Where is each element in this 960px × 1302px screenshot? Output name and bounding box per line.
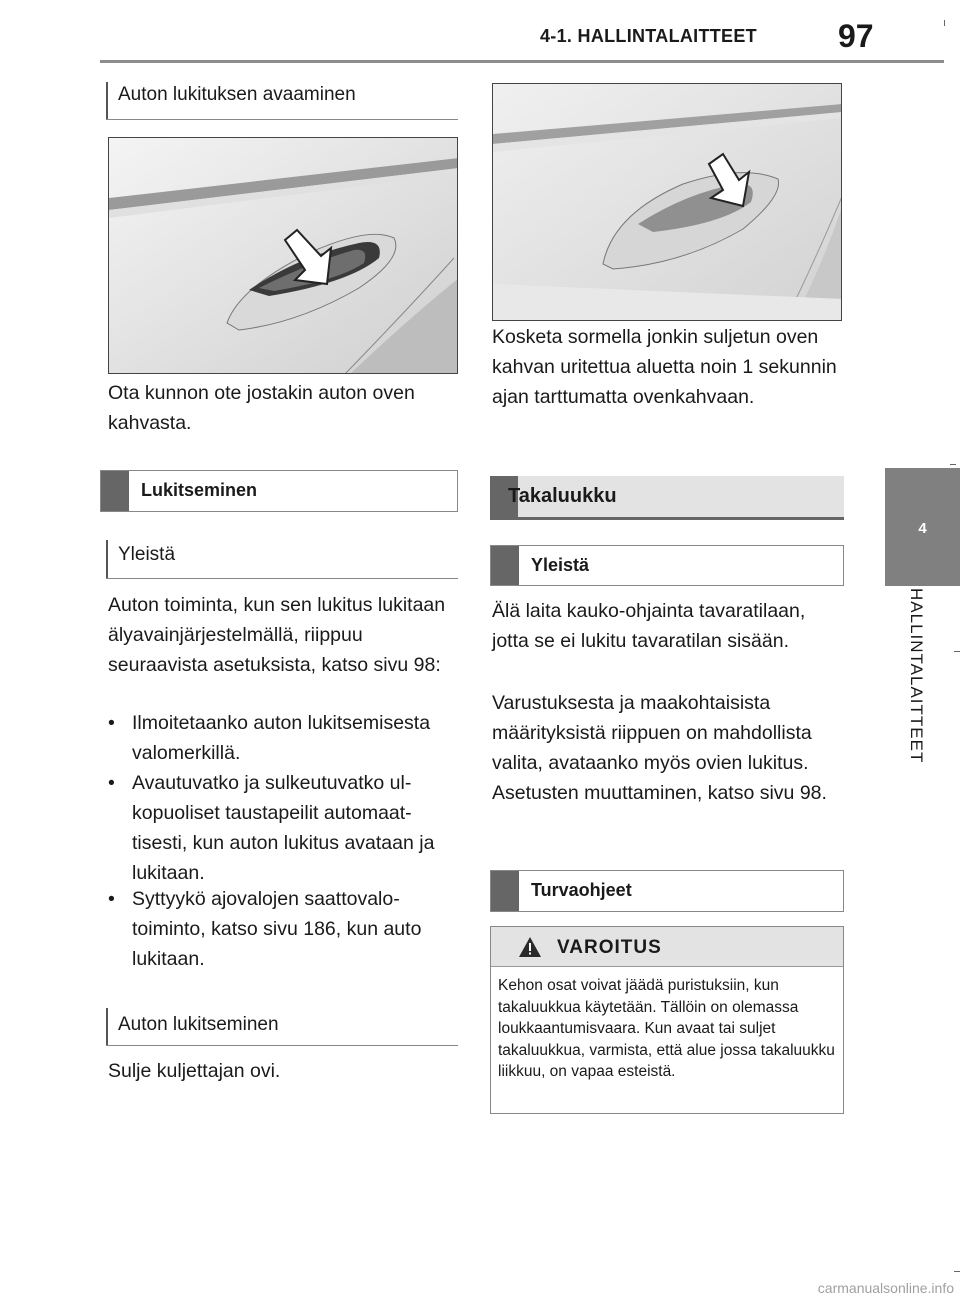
- crop-mark: [954, 651, 960, 652]
- page-number: 97: [838, 18, 874, 54]
- list-item-text: Avautuvatko ja sulkeutuvatko ulkopuoliset taustapeilit automaattisesti, kun auton lukitus avataan ja lukitaan.: [132, 772, 435, 884]
- divider: [106, 578, 458, 579]
- general-heading: [106, 540, 175, 578]
- watermark: carmanualsonline.info: [817, 1280, 954, 1296]
- list-item-text: Ilmoitetaanko auton lukitsemisesta valomerkillä.: [132, 712, 431, 764]
- lock-car-heading-text: Auton lukitseminen: [118, 1014, 279, 1035]
- crop-mark: [954, 1271, 960, 1272]
- chapter-number: 4: [918, 520, 927, 537]
- lock-car-heading: [106, 1008, 279, 1046]
- list-item-text: Syttyykö ajovalojen saattovalotoiminto, katso sivu 186, kun auto lukitaan.: [132, 888, 422, 970]
- lock-car-text: Sulje kuljettajan ovi.: [108, 1060, 281, 1082]
- warning-header: [491, 927, 843, 967]
- list-item: [108, 884, 453, 974]
- crop-mark: [944, 20, 945, 26]
- locking-heading-text: Lukitseminen: [141, 480, 258, 500]
- general-text: Auton toiminta, kun sen lukitus lukitaan älyavainjärjestelmällä, riippuu seuraavista asetuksista, katso sivu 98:: [108, 594, 446, 676]
- unlock-heading: [106, 82, 356, 120]
- chapter-label-text: HALLINTALAITTEET: [907, 588, 926, 764]
- list-item: [108, 708, 453, 768]
- touch-instructions: Kosketa sormella jonkin suljetun oven kahvan uritettua aluetta noin 1 sekunnin ajan tarttumatta ovenkahvaan.: [492, 326, 837, 408]
- remote-warning-text: Älä laita kauko-ohjainta tavaratilaan, jotta se ei lukitu tavaratilan sisään.: [492, 600, 806, 652]
- section-title: 4-1. HALLINTALAITTEET: [540, 26, 757, 46]
- bullet-mark: •: [108, 888, 115, 910]
- heading-bar: [491, 546, 519, 585]
- unlock-instructions: Ota kunnon ote jostakin auton oven kahvasta.: [108, 382, 415, 434]
- divider: [106, 119, 458, 120]
- locking-heading: [100, 470, 458, 512]
- unlock-heading-text: Auton lukituksen avaaminen: [118, 84, 356, 105]
- bullet-mark: •: [108, 712, 115, 734]
- bullet-mark: •: [108, 772, 115, 794]
- chapter-tab: [885, 468, 960, 586]
- warning-triangle-icon: [518, 936, 542, 958]
- tailgate-heading-text: Takaluukku: [508, 485, 617, 507]
- warning-title: VAROITUS: [557, 937, 662, 958]
- warning-text: Kehon osat voivat jäädä puristuksiin, kun takaluukkua käytetään. Tällöin on olemassa loukkaantumisvaara. Kun avaat tai suljet takaluukkua, varmista, että alue jossa takaluukku liikkuu, on vapaa esteistä.: [498, 977, 835, 1080]
- warning-box: [490, 926, 844, 1114]
- tailgate-heading: [490, 476, 844, 520]
- general-heading-right-text: Yleistä: [531, 555, 590, 575]
- list-item: [108, 768, 453, 888]
- crop-mark: [950, 464, 956, 465]
- chapter-label: [892, 588, 932, 788]
- general-heading-right: [490, 545, 844, 586]
- heading-bar: [101, 471, 129, 511]
- door-handle-grip-image: [108, 137, 458, 374]
- unlock-option-text: Varustuksesta ja maakohtaisista määrityksistä riippuen on mahdollista valita, avataanko myös ovien lukitus. Asetusten muuttaminen, katso sivu 98.: [492, 692, 827, 804]
- header-rule: [100, 60, 944, 63]
- door-handle-touch-image: [492, 83, 842, 321]
- divider: [106, 1045, 458, 1046]
- general-heading-text: Yleistä: [118, 544, 176, 565]
- heading-bar: [491, 871, 519, 911]
- safety-heading: [490, 870, 844, 912]
- safety-heading-text: Turvaohjeet: [531, 880, 632, 900]
